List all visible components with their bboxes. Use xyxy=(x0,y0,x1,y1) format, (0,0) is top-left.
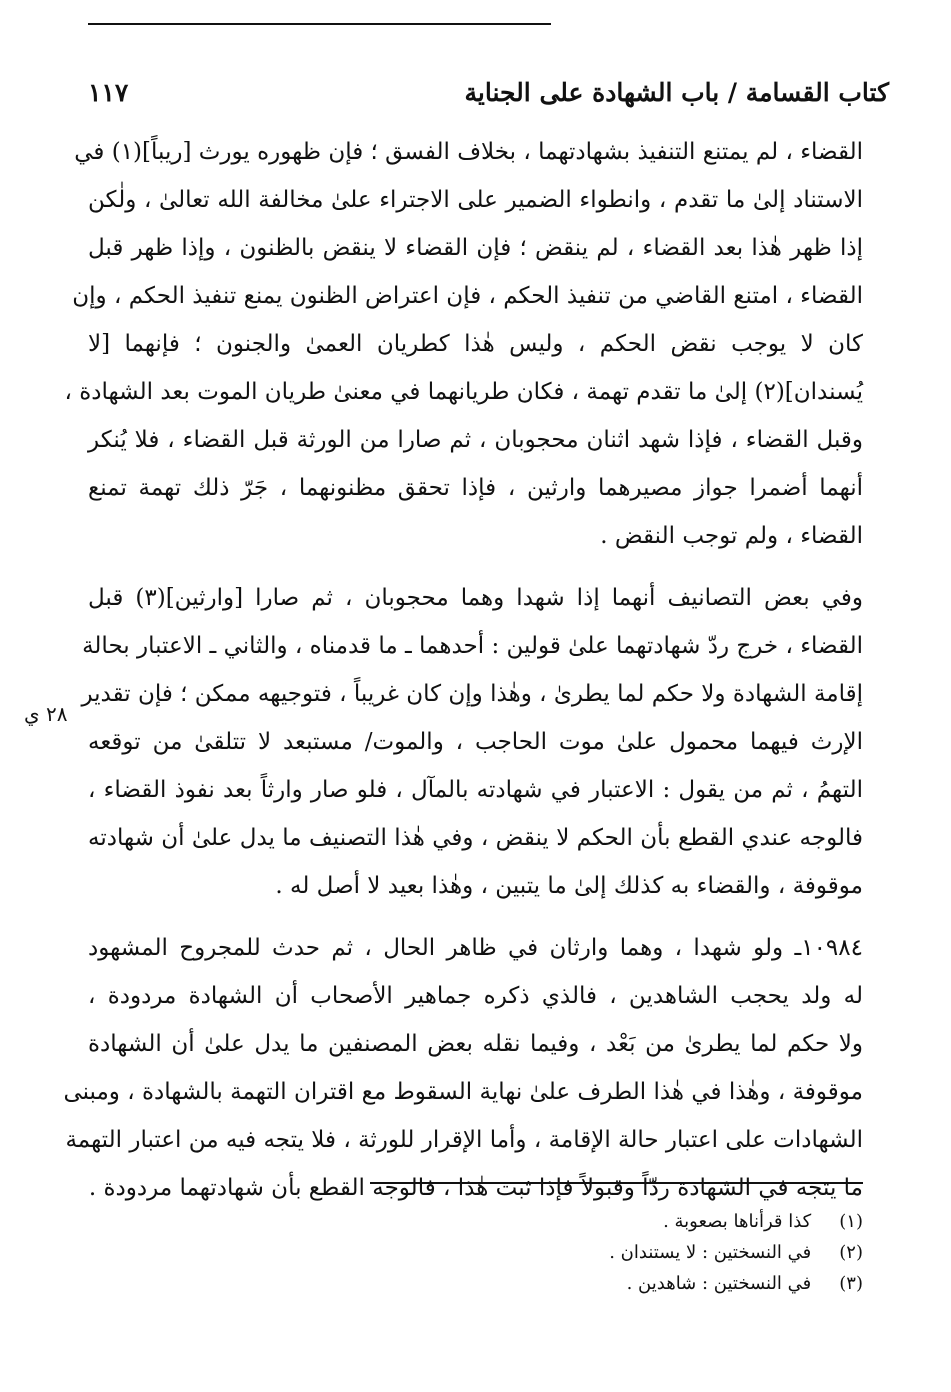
text-line: فالوجه عندي القطع بأن الحكم لا ينقض ، وفي هٰذا التصنيف ما يدل علىٰ أن شهادته xyxy=(88,825,863,851)
footnote xyxy=(400,1268,863,1299)
text-line: القضاء ، ولم توجب النقض . xyxy=(600,523,863,549)
footnote-number: (١) xyxy=(839,1211,863,1232)
text-line: أنهما أضمرا جواز مصيرهما وارثين ، فإذا تحقق مظنونهما ، جَرّ ذلك تهمة تمنع xyxy=(88,475,863,501)
text-line: الإرث فيهما محمول علىٰ موت الحاجب ، والموت/ مستبعد لا تتلقىٰ من توقعه xyxy=(88,729,863,755)
footnote-text: كذا قرأناها بصعوبة . xyxy=(663,1211,812,1232)
footnote xyxy=(400,1206,863,1237)
text-line: القضاء ، لم يمتنع التنفيذ بشهادتهما ، بخلاف الفسق ؛ فإن ظهوره يورث [ريباً](١) في xyxy=(74,139,863,165)
text-line: يُسندان](٢) إلىٰ ما تقدم تهمة ، فكان طريانهما في معنىٰ طريان الموت بعد الشهادة ، xyxy=(64,379,863,405)
text-line: وفي بعض التصانيف أنهما إذا شهدا وهما محجوبان ، ثم صارا [وارثين](٣) قبل xyxy=(88,585,863,611)
page-number: ١١٧ xyxy=(88,78,129,107)
paragraph-gap xyxy=(88,560,863,574)
text-line: إذا ظهر هٰذا بعد القضاء ، لم ينقض ؛ فإن القضاء لا ينقض بالظنون ، وإذا ظهر قبل xyxy=(88,235,863,261)
paragraph-gap xyxy=(88,910,863,924)
text-line: الشهادات على اعتبار حالة الإقامة ، وأما الإقرار للورثة ، فلا يتجه فيه من اعتبار التهمة xyxy=(65,1127,863,1153)
footnote xyxy=(400,1237,863,1268)
footnote-text: في النسختين : شاهدين . xyxy=(626,1273,812,1294)
footnote-number: (٢) xyxy=(839,1242,863,1263)
text-line: موقوفة ، وهٰذا في هٰذا الطرف علىٰ نهاية السقوط مع اقتران التهمة بالشهادة ، ومبنى xyxy=(63,1079,863,1105)
text-line: القضاء ، خرج ردّ شهادتهما علىٰ قولين : أحدهما ـ ما قدمناه ، والثاني ـ الاعتبار بحالة xyxy=(82,633,863,659)
text-line: له ولد يحجب الشاهدين ، فالذي ذكره جماهير الأصحاب أن الشهادة مردودة ، xyxy=(88,983,863,1009)
text-line: وقبل القضاء ، فإذا شهد اثنان محجوبان ، ثم صارا من الورثة قبل القضاء ، فلا يُنكر xyxy=(88,427,863,453)
text-line: كان لا يوجب نقض الحكم ، وليس هٰذا كطريان العمىٰ والجنون ؛ فإنهما [لا xyxy=(88,331,863,357)
page-header xyxy=(88,78,889,118)
footnote-number: (٣) xyxy=(839,1273,863,1294)
footnote-text: في النسختين : لا يستندان . xyxy=(609,1242,812,1263)
running-title: كتاب القسامة / باب الشهادة على الجناية xyxy=(464,78,889,107)
text-line: موقوفة ، والقضاء به كذلك إلىٰ ما يتبين ، وهٰذا بعيد لا أصل له . xyxy=(275,873,863,899)
text-line: الاستناد إلىٰ ما تقدم ، وانطواء الضمير على الاجتراء علىٰ مخالفة الله تعالىٰ ، ولٰكن xyxy=(88,187,863,213)
margin-folio-note: ٢٨ ي xyxy=(24,702,68,726)
footnote-rule xyxy=(370,1182,863,1184)
text-line: ولا حكم لما يطرىٰ من بَعْد ، وفيما نقله بعض المصنفين ما يدل علىٰ أن الشهادة xyxy=(88,1031,863,1057)
footnotes xyxy=(400,1206,863,1299)
text-line: ١٠٩٨٤ـ ولو شهدا ، وهما وارثان في ظاهر الحال ، ثم حدث للمجروح المشهود xyxy=(88,935,863,961)
main-text xyxy=(63,128,863,1212)
header-rule xyxy=(88,23,551,25)
text-line: التهمُ ، ثم من يقول : الاعتبار في شهادته بالمآل ، فلو صار وارثاً بعد نفوذ القضاء ، xyxy=(88,777,863,803)
text-line: ما يتجه في الشهادة ردّاً وقبولاً فإذا ثبت هٰذا ، فالوجه القطع بأن شهادتهما مردودة . xyxy=(88,1175,863,1201)
text-line: القضاء ، امتنع القاضي من تنفيذ الحكم ، فإن اعتراض الظنون يمنع تنفيذ الحكم ، وإن xyxy=(72,283,863,309)
text-line: إقامة الشهادة ولا حكم لما يطرىٰ ، وهٰذا وإن كان غريباً ، فتوجيهه ممكن ؛ فإن تقدير xyxy=(81,681,863,707)
